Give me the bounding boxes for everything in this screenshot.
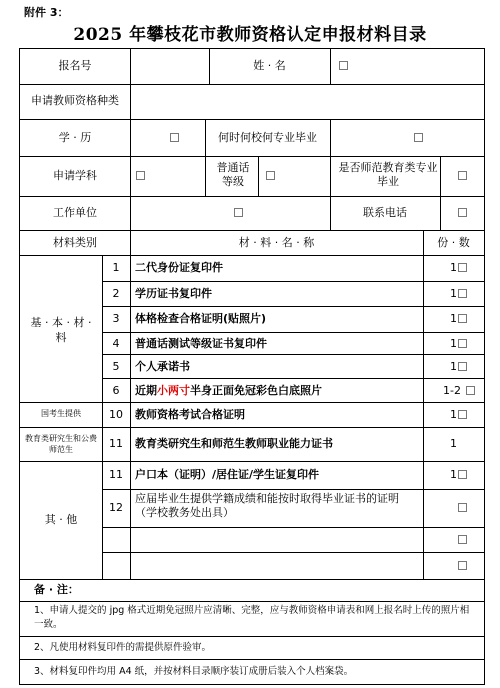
category-basic: 基 · 本 · 材 · 料 (30, 316, 92, 344)
material-no: 11 (109, 468, 123, 481)
material-checkbox[interactable] (458, 470, 467, 479)
blank-row-checkbox[interactable] (458, 561, 467, 570)
normal-major-checkbox[interactable] (458, 171, 467, 180)
phone-checkbox[interactable] (458, 208, 467, 217)
material-name: 学历证书复印件 (135, 287, 212, 300)
material-checkbox[interactable] (458, 503, 467, 512)
category-exam-provider: 国考生提供 (41, 409, 81, 418)
name-label: 姓 · 名 (253, 59, 286, 72)
material-checkbox[interactable] (458, 410, 467, 419)
material-copies: 1 (450, 337, 457, 350)
material-name: 户口本（证明）/居住证/学生证复印件 (135, 468, 320, 481)
category-header: 材料类别 (53, 236, 97, 249)
material-checkbox[interactable] (458, 263, 467, 272)
material-copies: 1 (450, 408, 457, 421)
grad-school-checkbox[interactable] (414, 133, 423, 142)
cert-type-label: 申请教师资格种类 (31, 94, 119, 107)
material-no: 11 (109, 437, 123, 450)
mandarin-level-label: 普通话等级 (216, 161, 250, 188)
material-no: 3 (112, 312, 120, 325)
material-copies: 1 (450, 287, 457, 300)
material-name: 个人承诺书 (135, 360, 190, 373)
document-title: 2025 年攀枝花市教师资格认定申报材料目录 (73, 25, 427, 45)
photo-size-highlight: 小两寸 (157, 384, 190, 397)
category-edu-grad: 教育类研究生和公费师范生 (25, 434, 97, 454)
material-no: 5 (112, 360, 120, 373)
material-name: 体格检查合格证明(贴照片) (135, 312, 267, 325)
material-copies: 1-2 (443, 384, 461, 397)
phone-label: 联系电话 (363, 206, 407, 219)
materials-table (19, 48, 485, 685)
employer-label: 工作单位 (53, 206, 97, 219)
material-name: 教师资格考试合格证明 (135, 408, 245, 421)
material-no: 6 (112, 384, 120, 397)
material-copies: 1 (450, 360, 457, 373)
material-copies: 1 (450, 261, 457, 274)
material-checkbox[interactable] (458, 339, 467, 348)
material-no: 1 (112, 261, 120, 274)
material-checkbox[interactable] (466, 386, 475, 395)
material-no: 4 (112, 337, 120, 350)
photo-name-prefix: 近期 (135, 384, 157, 397)
copies-header: 份 · 数 (437, 236, 470, 249)
material-copies: 1 (450, 468, 457, 481)
notes-label: 备 · 注： (34, 583, 79, 596)
education-label: 学 · 历 (58, 131, 92, 144)
material-copies: 1 (450, 437, 457, 450)
material-no: 12 (109, 501, 123, 514)
blank-row-checkbox[interactable] (458, 535, 467, 544)
mandarin-checkbox[interactable] (266, 171, 275, 180)
material-name: 应届毕业生提供学籍成绩和能按时取得毕业证书的证明（学校教务处出具） (135, 492, 399, 519)
name-checkbox[interactable] (339, 61, 348, 70)
material-name-photo (135, 384, 322, 398)
grad-school-major-label: 何时何校何专业毕业 (218, 131, 317, 144)
material-checkbox[interactable] (458, 314, 467, 323)
attachment-label: 附件 3： (24, 6, 69, 19)
reg-no-label: 报名号 (58, 59, 92, 72)
material-name: 二代身份证复印件 (135, 261, 223, 274)
material-name: 教育类研究生和师范生教师职业能力证书 (135, 437, 333, 450)
note-item: 2、凡使用材料复印件的需提供原件验审。 (34, 642, 212, 653)
photo-name-suffix: 半身正面免冠彩色白底照片 (190, 384, 322, 397)
material-no: 10 (109, 408, 123, 421)
material-no: 2 (112, 287, 120, 300)
material-name: 普通话测试等级证书复印件 (135, 337, 267, 350)
material-checkbox[interactable] (458, 362, 467, 371)
category-other: 其 · 他 (44, 513, 78, 526)
note-item: 1、申请人提交的 jpg 格式近期免冠照片应清晰、完整，应与教师资格申请表和网上报名时上传的照片相一致。 (34, 605, 470, 630)
education-checkbox[interactable] (170, 133, 179, 142)
material-copies: 1 (450, 312, 457, 325)
material-checkbox[interactable] (458, 289, 467, 298)
subject-checkbox[interactable] (136, 171, 145, 180)
subject-label: 申请学科 (53, 169, 97, 182)
note-item: 3、材料复印件均用 A4 纸，并按材料目录顺序装订成册后装入个人档案袋。 (34, 666, 354, 677)
employer-checkbox[interactable] (234, 208, 243, 217)
material-name-header: 材 · 料 · 名 · 称 (238, 236, 315, 249)
normal-major-label: 是否师范教育类专业毕业 (338, 161, 438, 188)
